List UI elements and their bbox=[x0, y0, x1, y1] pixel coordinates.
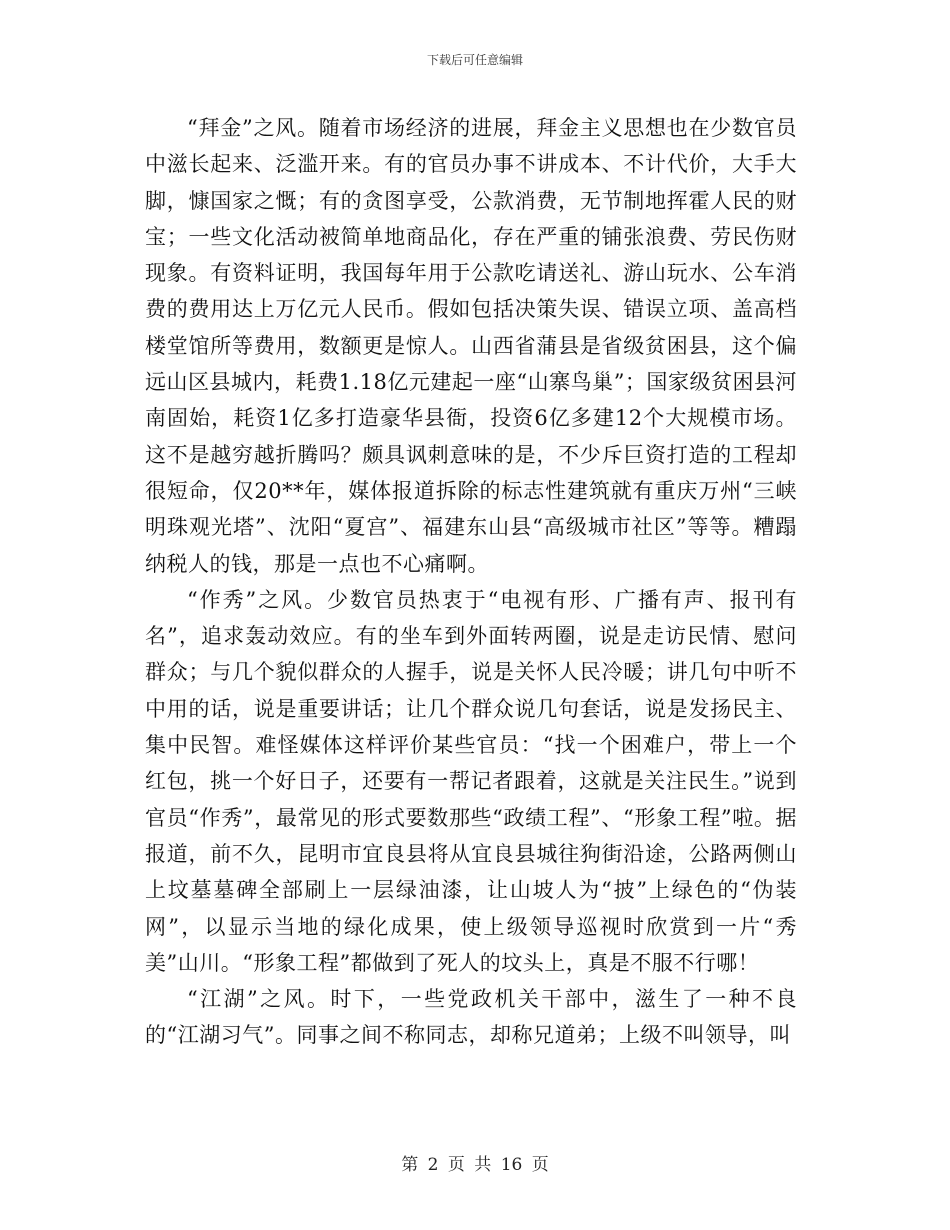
paragraph-jianghu: “江湖”之风。时下，一些党政机关干部中，滋生了一种不良的“江湖习气”。同事之间不称同志，却称兄道弟；上级不叫领导，叫 bbox=[145, 987, 797, 1048]
paragraph-baijin: “拜金”之风。随着市场经济的进展，拜金主义思想也在少数官员中滋长起来、泛滥开来。有的官员办事不讲成本、不计代价，大手大脚，慷国家之慨；有的贪图享受，公款消费，无节制地挥霍人民的财宝；一些文化活动被简单地商品化，存在严重的铺张浪费、劳民伤财现象。有资料证明，我国每年用于公款吃请送礼、游山玩水、公车消费的费用达上万亿元人民币。假如包括决策失误、错误立项、盖高档楼堂馆所等费用，数额更是惊人。山西省蒲县是省级贫困县，这个偏远山区县城内，耗费1.18亿元建起一座“山寨鸟巢”；国家级贫困县河南固始，耗资1亿多打造豪华县衙，投资6亿多建12个大规模市场。这不是越穷越折腾吗？颇具讽刺意味的是，不少斥巨资打造的工程却很短命，仅20**年，媒体报道拆除的标志性建筑就有重庆万州“三峡明珠观光塔”、沈阳“夏宫”、福建东山县“高级城市社区”等等。糟蹋纳税人的钱，那是一点也不心痛啊。 bbox=[145, 116, 797, 576]
page-header-note: 下载后可任意编辑 bbox=[426, 53, 523, 67]
paragraph-zuoxiu: “作秀”之风。少数官员热衷于“电视有形、广播有声、报刊有名”，追求轰动效应。有的坐车到外面转两圈，说是走访民情、慰问群众；与几个貌似群众的人握手，说是关怀人民冷暖；讲几句中听不中用的话，说是重要讲话；让几个群众说几句套话，说是发扬民主、集中民智。难怪媒体这样评价某些官员：“找一个困难户，带上一个红包，挑一个好日子，还要有一帮记者跟着，这就是关注民生。”说到官员“作秀”，最常见的形式要数那些“政绩工程”、“形象工程”啦。据报道，前不久，昆明市宜良县将从宜良县城往狗街沿途，公路两侧山上坟墓墓碑全部刷上一层绿油漆，让山坡人为“披”上绿色的“伪装网”，以显示当地的绿化成果，使上级领导巡视时欣赏到一片“秀美”山川。“形象工程”都做到了死人的坟头上，真是不服不行哪！ bbox=[145, 587, 797, 975]
page-number: 第 2 页 共 16 页 bbox=[401, 1155, 549, 1175]
document-body bbox=[145, 110, 797, 1054]
